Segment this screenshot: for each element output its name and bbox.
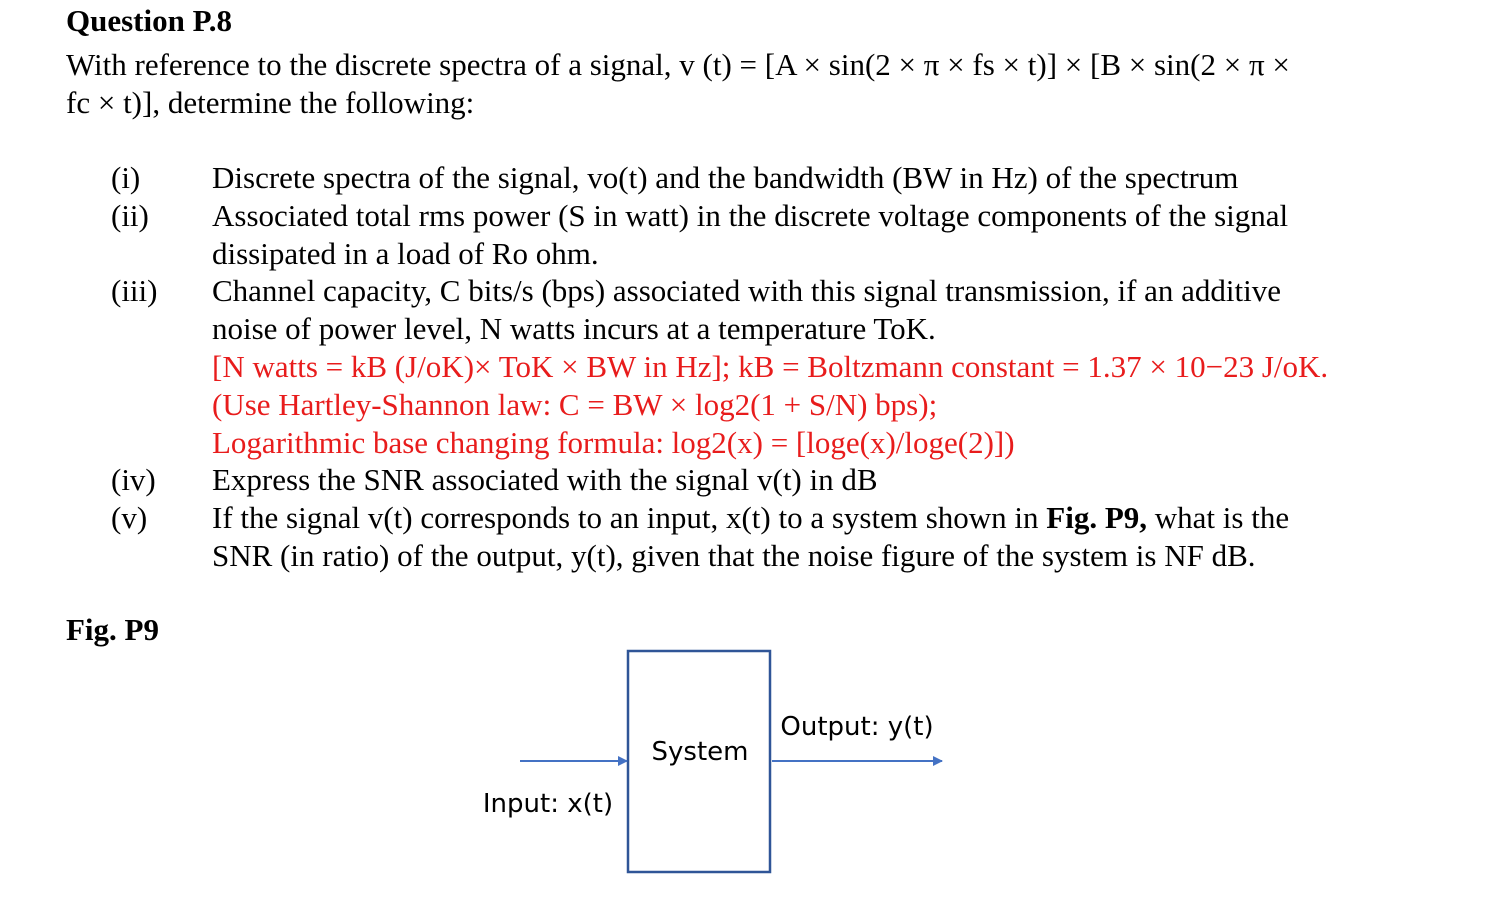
system-label: System	[651, 737, 749, 767]
figure-reference: Fig. P9,	[1046, 500, 1148, 536]
item-text-line: Channel capacity, C bits/s (bps) associated with this signal transmission, if an additive	[212, 273, 1282, 309]
input-label: Input: x(t)	[482, 789, 614, 819]
item-number: (ii)	[111, 197, 149, 233]
item-text-line: dissipated in a load of Ro ohm.	[212, 235, 599, 271]
noise-formula-note: [N watts = kB (J/oK)× ToK × BW in Hz]; kB = Boltzmann constant = 1.37 × 10−23 J/oK.	[212, 348, 1329, 384]
output-label: Output: y(t)	[780, 712, 934, 742]
item-text: Discrete spectra of the signal, vo(t) and the bandwidth (BW in Hz) of the spectrum	[212, 160, 1239, 195]
item-number: (iii)	[111, 273, 158, 309]
item-text-line: Associated total rms power (S in watt) in the discrete voltage components of the signal	[212, 197, 1289, 233]
item-number: (i)	[111, 160, 141, 195]
intro-line-2: fc × t)], determine the following:	[66, 85, 475, 120]
item-text-line: If the signal v(t) corresponds to an input, x(t) to a system shown in Fig. P9, what is the	[212, 500, 1290, 536]
shannon-law-note: (Use Hartley-Shannon law: C = BW × log2(1 + S/N) bps);	[212, 386, 938, 422]
item-text: Express the SNR associated with the signal v(t) in dB	[212, 462, 878, 498]
figure-label: Fig. P9	[66, 612, 159, 647]
question-heading: Question P.8	[66, 3, 232, 38]
item-text-line: SNR (in ratio) of the output, y(t), given that the noise figure of the system is NF dB.	[212, 537, 1256, 573]
log-base-note: Logarithmic base changing formula: log2(x) = [loge(x)/loge(2)])	[212, 424, 1015, 460]
item-text-line: noise of power level, N watts incurs at a temperature ToK.	[212, 311, 936, 347]
item-number: (v)	[111, 500, 148, 536]
item-number: (iv)	[111, 462, 156, 498]
intro-line-1: With reference to the discrete spectra of a signal, v (t) = [A × sin(2 × π × fs × t)] × [B × sin(2 × π ×	[66, 47, 1290, 82]
